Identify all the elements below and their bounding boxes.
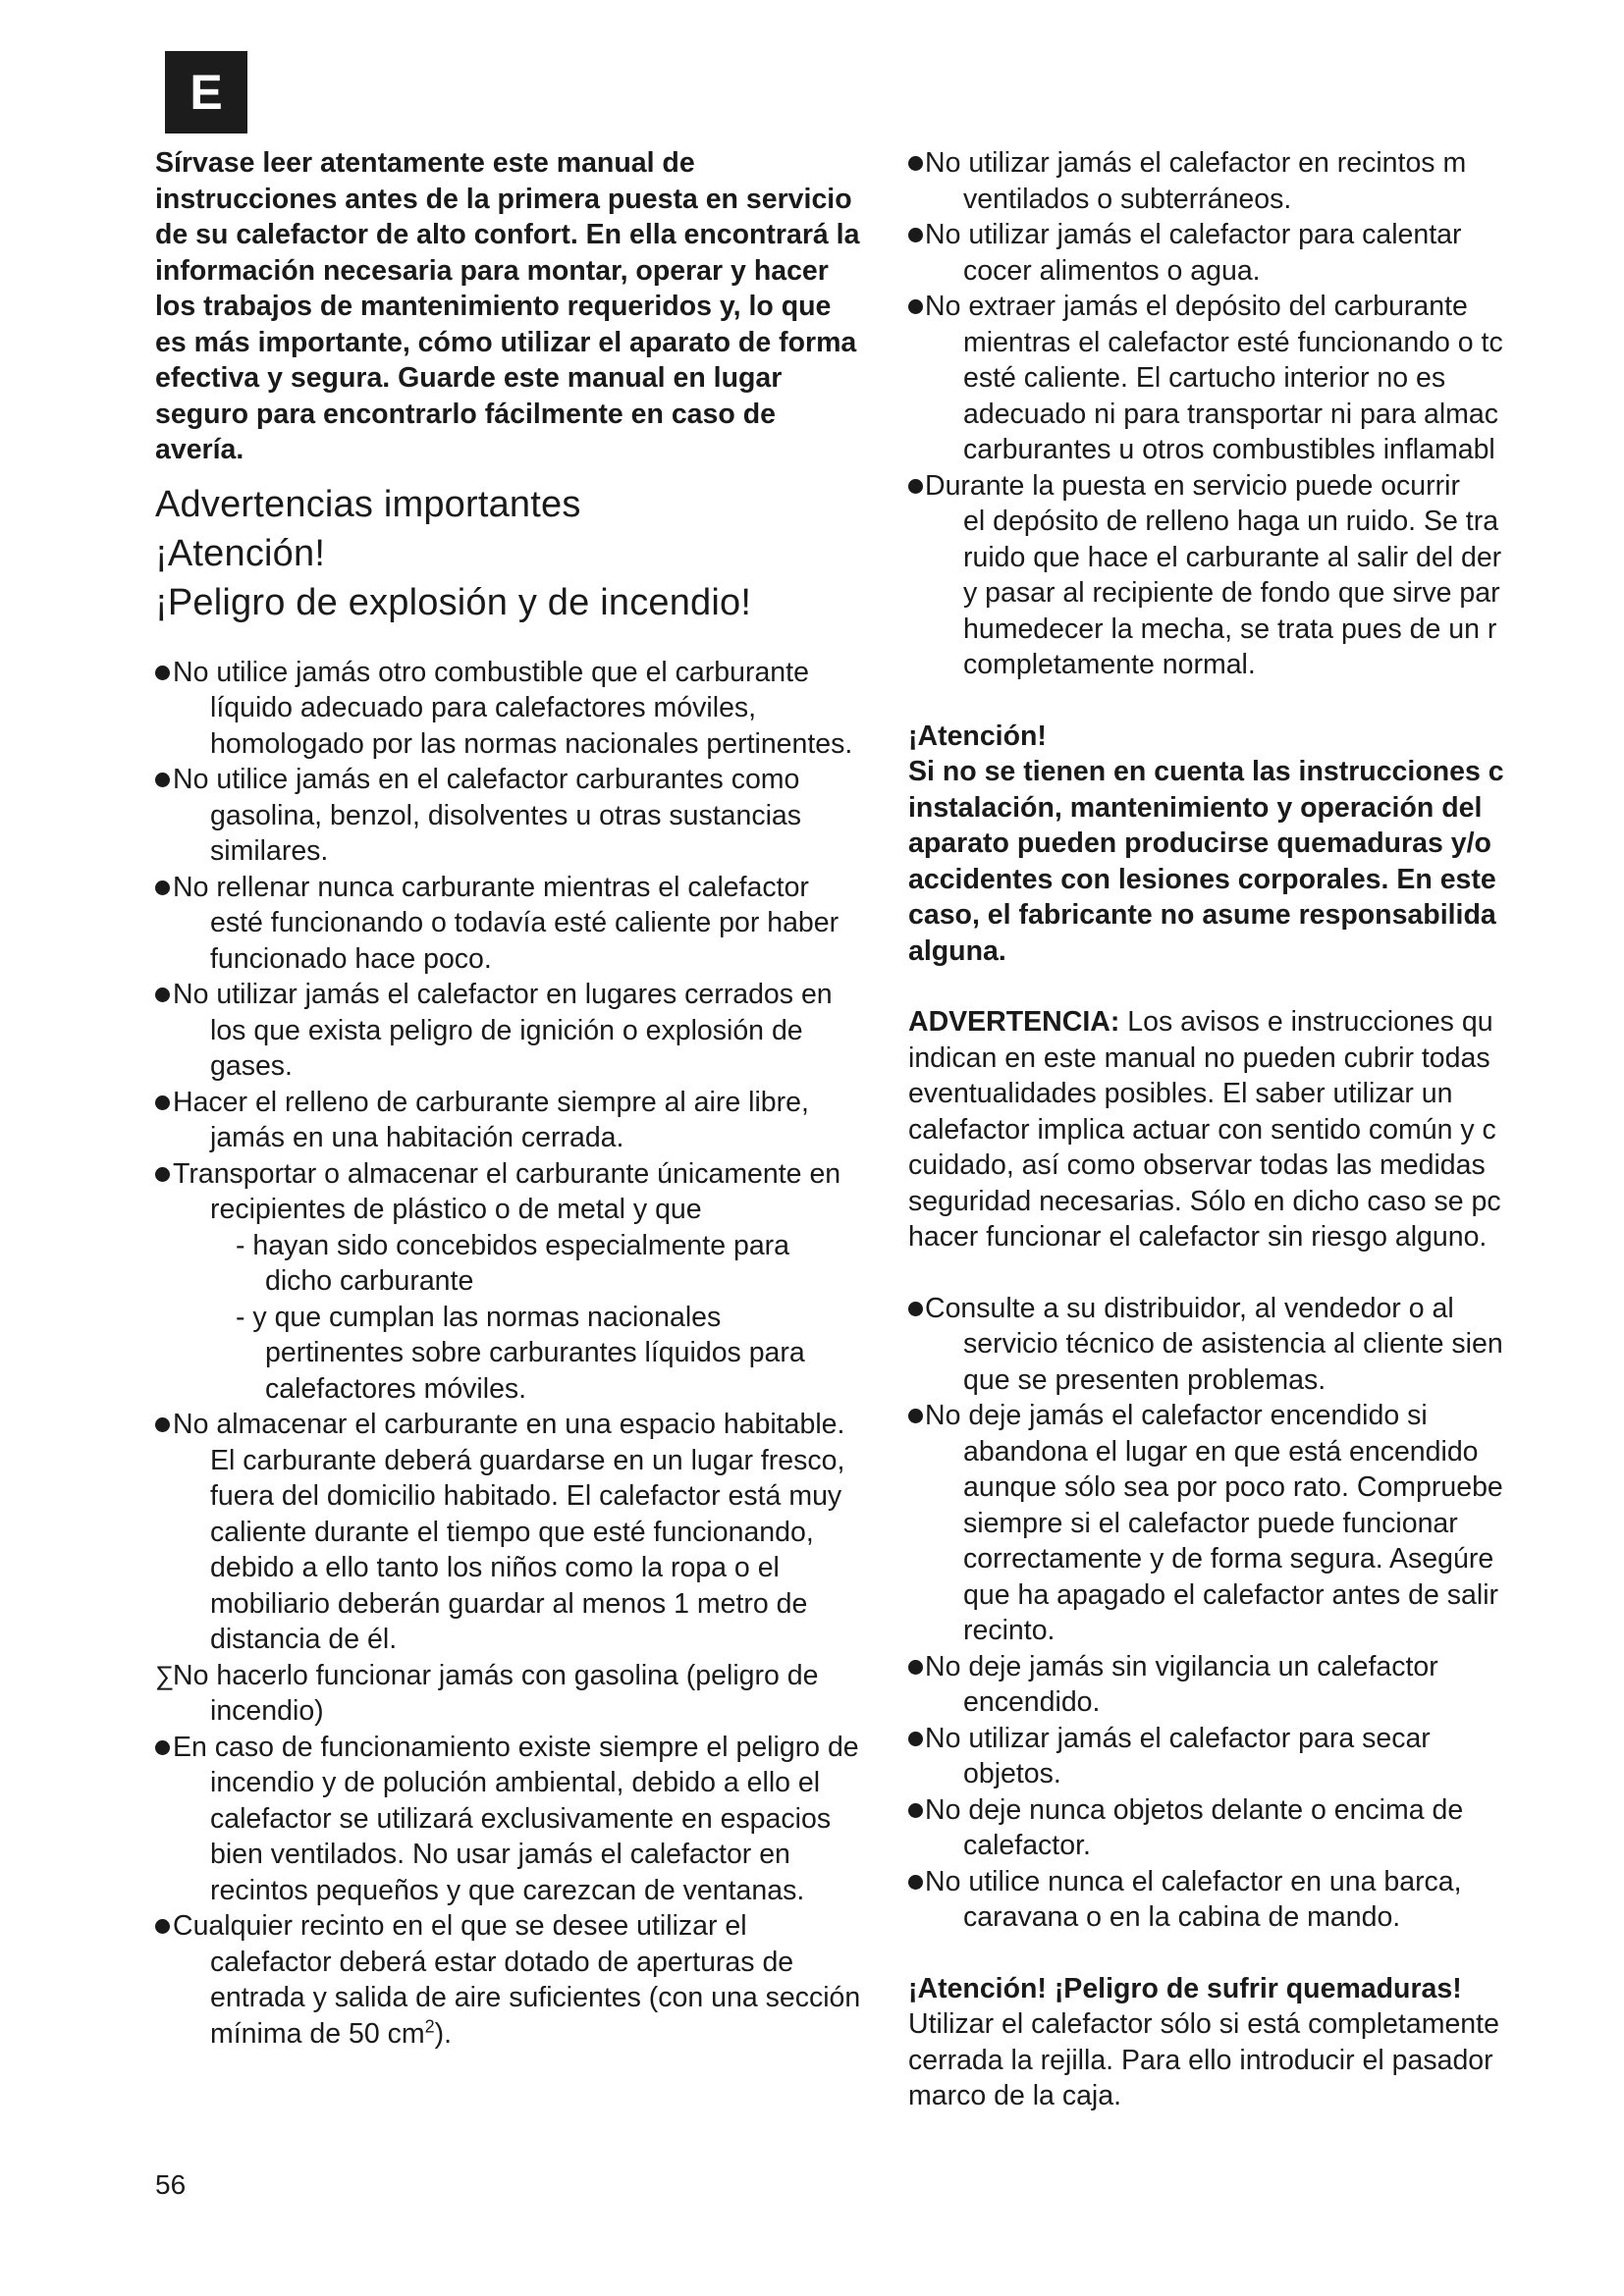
- section-title: Advertencias importantes: [155, 483, 581, 525]
- bullet-icon: [155, 1740, 170, 1755]
- bullet-icon: [908, 1302, 923, 1316]
- advertencia-label: ADVERTENCIA:: [908, 1006, 1120, 1038]
- text-line: accidentes con lesiones corporales. En este: [908, 863, 1496, 895]
- bullet-icon: [155, 1919, 170, 1934]
- bullet-icon: [908, 1875, 923, 1890]
- bullet-icon: [155, 881, 170, 895]
- sub-list: [210, 1228, 862, 1408]
- text-line: eventualidades posibles. El saber utilizar un: [908, 1078, 1453, 1109]
- sub-list-item: - hayan sido concebidos especialmente para dicho carburante: [236, 1229, 790, 1297]
- text-line: marco de la caja.: [908, 2080, 1122, 2111]
- text-line: No extraer jamás el depósito del carburante: [908, 289, 1537, 325]
- text-line: calefactor implica actuar con sentido común y c: [908, 1113, 1496, 1146]
- text-line: objetos.: [963, 1758, 1061, 1789]
- text-line: ventilados o subterráneos.: [963, 183, 1292, 215]
- text-line: humedecer la mecha, se trata pues de un r: [963, 613, 1497, 645]
- bullet-icon: [908, 1409, 923, 1423]
- attention-title: ¡Atención!: [155, 532, 326, 574]
- intro-paragraph: Sírvase leer atentamente este manual de instrucciones antes de la primera puesta en servicio de su calefactor de alto confort. En ella encontrará la información necesaria para montar, operar y hacer los trabajos de mantenimiento requeridos y, lo que es más importante, cómo utilizar el aparato de forma efectiva y segura. Guarde este manual en lugar seguro para encontrarlo fácilmente en caso de avería.: [155, 147, 860, 465]
- text-line: Durante la puesta en servicio puede ocurrir: [908, 468, 1537, 505]
- text-line: y pasar al recipiente de fondo que sirve par: [963, 577, 1500, 609]
- right-block-a: [908, 145, 1537, 683]
- warning-block: [908, 719, 1537, 970]
- text-line: ADVERTENCIA: Los avisos e instrucciones qu: [908, 1006, 1493, 1038]
- text-line: seguridad necesarias. Sólo en dicho caso se pc: [908, 1185, 1501, 1217]
- text-line: Consulte a su distribuidor, al vendedor o al: [908, 1291, 1537, 1327]
- text-line: que ha apagado el calefactor antes de salir: [963, 1578, 1499, 1611]
- list-item: No almacenar el carburante en una espacio habitable. El carburante deberá guardarse en un lugar fresco, fuera del domicilio habitado. El calefactor está muy caliente durante el tiempo que esté funcionando, debido a ello tanto los niños como la ropa o el mobiliario deberán guardar al menos 1 metro de distancia de él.: [155, 1407, 862, 1658]
- bullet-icon: [155, 1095, 170, 1110]
- text-line: siempre si el calefactor puede funcionar: [963, 1507, 1458, 1539]
- bullet-icon: [155, 773, 170, 787]
- language-badge: E: [165, 51, 247, 133]
- list-item: Cualquier recinto en el que se desee utilizar el calefactor deberá estar dotado de aperturas de entrada y salida de aire suficientes (con una sección mínima de 50 $cm^2$).: [155, 1908, 862, 2052]
- bullet-icon: [155, 666, 170, 680]
- text-line: No utilice nunca el calefactor en una barca,: [908, 1864, 1537, 1900]
- text-line: adecuado ni para transportar ni para almac: [963, 398, 1498, 430]
- list-item: No utilizar jamás el calefactor en lugares cerrados en los que exista peligro de ignición o explosión de gases.: [155, 977, 862, 1085]
- text-line: servicio técnico de asistencia al cliente sien: [963, 1328, 1503, 1360]
- text-line: ruido que hace el carburante al salir del der: [963, 541, 1502, 573]
- text-line: No deje nunca objetos delante o encima de: [908, 1792, 1537, 1829]
- text-line: encendido.: [963, 1686, 1101, 1718]
- text-line: No utilizar jamás el calefactor para secar: [908, 1721, 1537, 1757]
- burn-title: ¡Atención! ¡Peligro de sufrir quemaduras!: [908, 1972, 1462, 2004]
- bullet-icon: [908, 228, 923, 242]
- text-line: cerrada la rejilla. Para ello introducir el pasador: [908, 2044, 1493, 2076]
- right-column: [908, 145, 1537, 2138]
- text-line: caso, el fabricante no asume responsabilida: [908, 899, 1496, 931]
- bullet-icon: [155, 1167, 170, 1182]
- bullet-icon: [908, 1803, 923, 1818]
- text-line: recinto.: [963, 1615, 1056, 1646]
- page-number: 56: [155, 2169, 187, 2200]
- bullet-icon: [908, 299, 923, 314]
- text-line: caravana o en la cabina de mando.: [963, 1901, 1401, 1933]
- list-item: No utilice jamás otro combustible que el carburante líquido adecuado para calefactores móviles, homologado por las normas nacionales pertinentes.: [155, 655, 862, 763]
- text-line: carburantes u otros combustibles inflamabl: [963, 434, 1495, 465]
- text-line: calefactor.: [963, 1830, 1091, 1861]
- danger-title: ¡Peligro de explosión y de incendio!: [155, 581, 752, 623]
- text-line: aparato pueden producirse quemaduras y/o: [908, 828, 1491, 859]
- list-item: No utilice jamás en el calefactor carburantes como gasolina, benzol, disolventes u otras sustancias similares.: [155, 762, 862, 870]
- bullet-icon: [908, 156, 923, 171]
- text-line: indican en este manual no pueden cubrir todas: [908, 1041, 1490, 1074]
- list-item: Transportar o almacenar el carburante únicamente en recipientes de plástico o de metal y que - hayan sido concebidos especialmente para dicho carburante - y que cumplan las normas nacionales pertinentes sobre carburantes líquidos para calefactores móviles.: [155, 1156, 862, 1408]
- text-line: instalación, mantenimiento y operación del: [908, 791, 1483, 824]
- text-line: el depósito de relleno haga un ruido. Se tra: [963, 506, 1499, 537]
- warning-title: ¡Atención!: [908, 720, 1047, 752]
- advertencia-block: [908, 1004, 1537, 1255]
- sigma-icon: ∑: [155, 1660, 175, 1690]
- text-line: completamente normal.: [963, 649, 1256, 680]
- text-line: que se presenten problemas.: [963, 1363, 1326, 1396]
- text-line: esté caliente. El cartucho interior no es: [963, 362, 1446, 394]
- text-line: alguna.: [908, 934, 1006, 967]
- left-column: [155, 145, 862, 2052]
- text-line: No deje jamás el calefactor encendido si: [908, 1398, 1537, 1434]
- burn-warning-block: [908, 1971, 1537, 2114]
- list-item: En caso de funcionamiento existe siempre el peligro de incendio y de polución ambiental, debido a ello el calefactor se utilizará exclusivamente en espacios bien ventilados. No usar jamás el calefactor en recintos pequeños y que carezcan de ventanas.: [155, 1730, 862, 1909]
- text-line: No utilizar jamás el calefactor en recintos m: [908, 145, 1537, 182]
- warning-list: [155, 655, 862, 2053]
- text-line: Utilizar el calefactor sólo si está completamente: [908, 2008, 1499, 2040]
- text-line: abandona el lugar en que está encendido: [963, 1435, 1479, 1468]
- text-line: hacer funcionar el calefactor sin riesgo alguno.: [908, 1221, 1488, 1253]
- text-line: No deje jamás sin vigilancia un calefactor: [908, 1649, 1537, 1685]
- text-line: correctamente y de forma segura. Asegúre: [963, 1543, 1494, 1575]
- text-line: Si no se tienen en cuenta las instrucciones c: [908, 756, 1504, 787]
- text-line: cocer alimentos o agua.: [963, 254, 1261, 287]
- bullet-icon: [908, 1660, 923, 1675]
- list-item: Hacer el relleno de carburante siempre al aire libre, jamás en una habitación cerrada.: [155, 1085, 862, 1156]
- text-line: aunque sólo sea por poco rato. Compruebe: [963, 1471, 1503, 1503]
- sub-list-item: - y que cumplan las normas nacionales pertinentes sobre carburantes líquidos para calefactores móviles.: [236, 1301, 805, 1405]
- text-line: mientras el calefactor esté funcionando o tc: [963, 326, 1503, 358]
- list-item: ∑No hacerlo funcionar jamás con gasolina (peligro de incendio): [155, 1659, 819, 1727]
- bullet-icon: [908, 1732, 923, 1746]
- bullet-icon: [155, 988, 170, 1002]
- list-item: No rellenar nunca carburante mientras el calefactor esté funcionando o todavía esté caliente por haber funcionado hace poco.: [155, 870, 862, 978]
- text-line: cuidado, así como observar todas las medidas: [908, 1149, 1486, 1181]
- right-block-b: [908, 1291, 1537, 1936]
- bullet-icon: [155, 1417, 170, 1432]
- text-line: No utilizar jamás el calefactor para calentar: [908, 217, 1537, 253]
- bullet-icon: [908, 479, 923, 494]
